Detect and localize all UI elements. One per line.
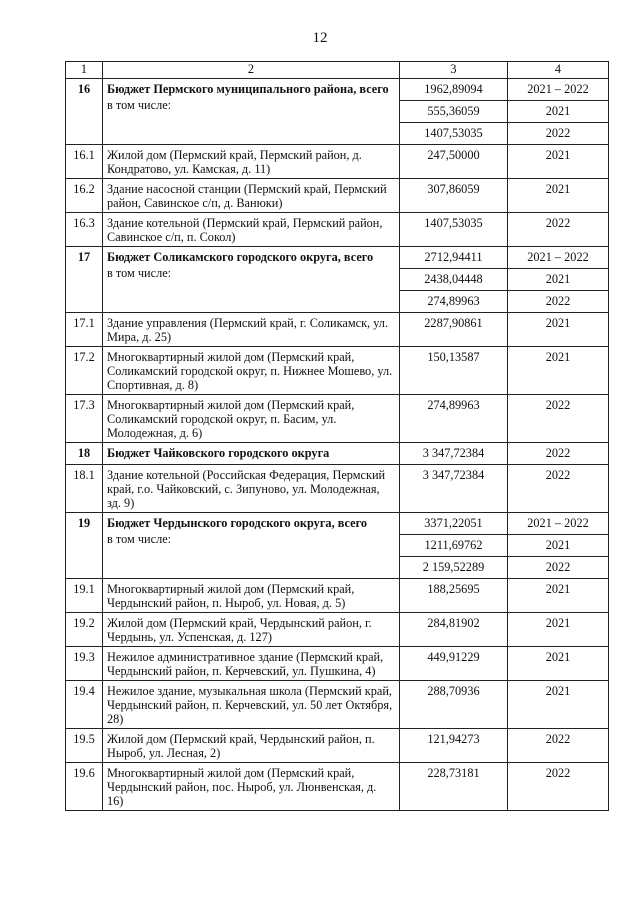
period-cell: 2022	[508, 291, 609, 313]
group-subtitle: в том числе:	[107, 266, 172, 280]
period-cell: 2021	[508, 179, 609, 213]
group-title: Бюджет Соликамского городского округа, всего	[107, 250, 374, 264]
budget-table	[65, 61, 609, 811]
row-description: Здание котельной (Пермский край, Пермский район, Савинское с/п, п. Сокол)	[103, 213, 400, 247]
period-cell: 2022	[508, 395, 609, 443]
row-number: 19.2	[66, 613, 103, 647]
amount-cell: 188,25695	[400, 579, 508, 613]
table-row	[66, 347, 609, 395]
table-header-row	[66, 62, 609, 79]
period-cell: 2021	[508, 145, 609, 179]
table-row	[66, 647, 609, 681]
table-row	[66, 395, 609, 443]
amount-cell: 274,89963	[400, 291, 508, 313]
amount-cell: 2438,04448	[400, 269, 508, 291]
amount-cell: 449,91229	[400, 647, 508, 681]
table-row	[66, 613, 609, 647]
column-header: 4	[508, 62, 609, 79]
column-header: 3	[400, 62, 508, 79]
row-description: Многоквартирный жилой дом (Пермский край, Соликамский городской округ, п. Нижнее Мошево, ул. Спортивная, д. 8)	[103, 347, 400, 395]
row-description: Жилой дом (Пермский край, Чердынский район, п. Ныроб, ул. Лесная, 2)	[103, 729, 400, 763]
period-cell: 2021 – 2022	[508, 79, 609, 101]
group-title: Бюджет Пермского муниципального района, всего	[107, 82, 389, 96]
period-cell: 2022	[508, 557, 609, 579]
period-cell: 2022	[508, 729, 609, 763]
table-row	[66, 79, 609, 101]
row-description: Жилой дом (Пермский край, Чердынский район, г. Чердынь, ул. Успенская, д. 127)	[103, 613, 400, 647]
table-row	[66, 681, 609, 729]
row-number: 17	[66, 247, 103, 313]
row-number: 16	[66, 79, 103, 145]
row-number: 19.1	[66, 579, 103, 613]
row-description: Нежилое административное здание (Пермский край, Чердынский район, п. Керчевский, ул. Пушкина, 4)	[103, 647, 400, 681]
period-cell: 2021	[508, 535, 609, 557]
row-description: Здание управления (Пермский край, г. Соликамск, ул. Мира, д. 25)	[103, 313, 400, 347]
row-number: 16.3	[66, 213, 103, 247]
row-number: 19	[66, 513, 103, 579]
row-description: Жилой дом (Пермский край, Пермский район, д. Кондратово, ул. Камская, д. 11)	[103, 145, 400, 179]
row-number: 18.1	[66, 465, 103, 513]
row-description: Здание насосной станции (Пермский край, Пермский район, Савинское с/п, д. Ванюки)	[103, 179, 400, 213]
table-row	[66, 465, 609, 513]
period-cell: 2021 – 2022	[508, 513, 609, 535]
column-header: 2	[103, 62, 400, 79]
amount-cell: 274,89963	[400, 395, 508, 443]
row-description: Многоквартирный жилой дом (Пермский край, Чердынский район, пос. Ныроб, ул. Люнвенская, д. 16)	[103, 763, 400, 811]
amount-cell: 2 159,52289	[400, 557, 508, 579]
row-number: 18	[66, 443, 103, 465]
row-number: 19.3	[66, 647, 103, 681]
period-cell: 2021 – 2022	[508, 247, 609, 269]
row-description: Нежилое здание, музыкальная школа (Пермский край, Чердынский район, п. Керчевский, ул. 50 лет Октября, 28)	[103, 681, 400, 729]
amount-cell: 2287,90861	[400, 313, 508, 347]
amount-cell: 1407,53035	[400, 123, 508, 145]
row-description: Здание котельной (Российская Федерация, Пермский край, г.о. Чайковский, с. Зипуново, ул. Молодежная, зд. 9)	[103, 465, 400, 513]
row-number: 17.3	[66, 395, 103, 443]
row-number: 17.2	[66, 347, 103, 395]
amount-cell: 228,73181	[400, 763, 508, 811]
group-subtitle: в том числе:	[107, 532, 172, 546]
group-title: Бюджет Чердынского городского округа, всего	[107, 516, 367, 530]
table-row	[66, 763, 609, 811]
page-number: 12	[312, 30, 328, 46]
period-cell: 2021	[508, 681, 609, 729]
period-cell: 2021	[508, 101, 609, 123]
table-row	[66, 443, 609, 465]
period-cell: 2021	[508, 269, 609, 291]
row-number: 16.1	[66, 145, 103, 179]
amount-cell: 1962,89094	[400, 79, 508, 101]
period-cell: 2021	[508, 313, 609, 347]
period-cell: 2022	[508, 443, 609, 465]
row-description	[103, 513, 400, 579]
row-number: 16.2	[66, 179, 103, 213]
amount-cell: 284,81902	[400, 613, 508, 647]
row-number: 19.5	[66, 729, 103, 763]
column-header: 1	[66, 62, 103, 79]
amount-cell: 288,70936	[400, 681, 508, 729]
table-row	[66, 579, 609, 613]
amount-cell: 1211,69762	[400, 535, 508, 557]
row-description: Бюджет Чайковского городского округа	[103, 443, 400, 465]
table-row	[66, 179, 609, 213]
row-description	[103, 247, 400, 313]
amount-cell: 2712,94411	[400, 247, 508, 269]
amount-cell: 1407,53035	[400, 213, 508, 247]
amount-cell: 3 347,72384	[400, 465, 508, 513]
period-cell: 2022	[508, 213, 609, 247]
row-description: Многоквартирный жилой дом (Пермский край, Чердынский район, п. Ныроб, ул. Новая, д. 5)	[103, 579, 400, 613]
row-number: 19.6	[66, 763, 103, 811]
period-cell: 2021	[508, 613, 609, 647]
row-number: 19.4	[66, 681, 103, 729]
period-cell: 2022	[508, 465, 609, 513]
amount-cell: 555,36059	[400, 101, 508, 123]
table-row	[66, 513, 609, 535]
period-cell: 2022	[508, 123, 609, 145]
amount-cell: 3 347,72384	[400, 443, 508, 465]
row-description: Многоквартирный жилой дом (Пермский край, Соликамский городской округ, п. Басим, ул. Молодежная, д. 6)	[103, 395, 400, 443]
period-cell: 2021	[508, 347, 609, 395]
period-cell: 2021	[508, 579, 609, 613]
amount-cell: 307,86059	[400, 179, 508, 213]
table-row	[66, 213, 609, 247]
amount-cell: 247,50000	[400, 145, 508, 179]
table-row	[66, 729, 609, 763]
amount-cell: 150,13587	[400, 347, 508, 395]
amount-cell: 121,94273	[400, 729, 508, 763]
table-row	[66, 247, 609, 269]
period-cell: 2022	[508, 763, 609, 811]
period-cell: 2021	[508, 647, 609, 681]
row-description	[103, 79, 400, 145]
table-row	[66, 313, 609, 347]
table-row	[66, 145, 609, 179]
group-subtitle: в том числе:	[107, 98, 172, 112]
row-number: 17.1	[66, 313, 103, 347]
amount-cell: 3371,22051	[400, 513, 508, 535]
